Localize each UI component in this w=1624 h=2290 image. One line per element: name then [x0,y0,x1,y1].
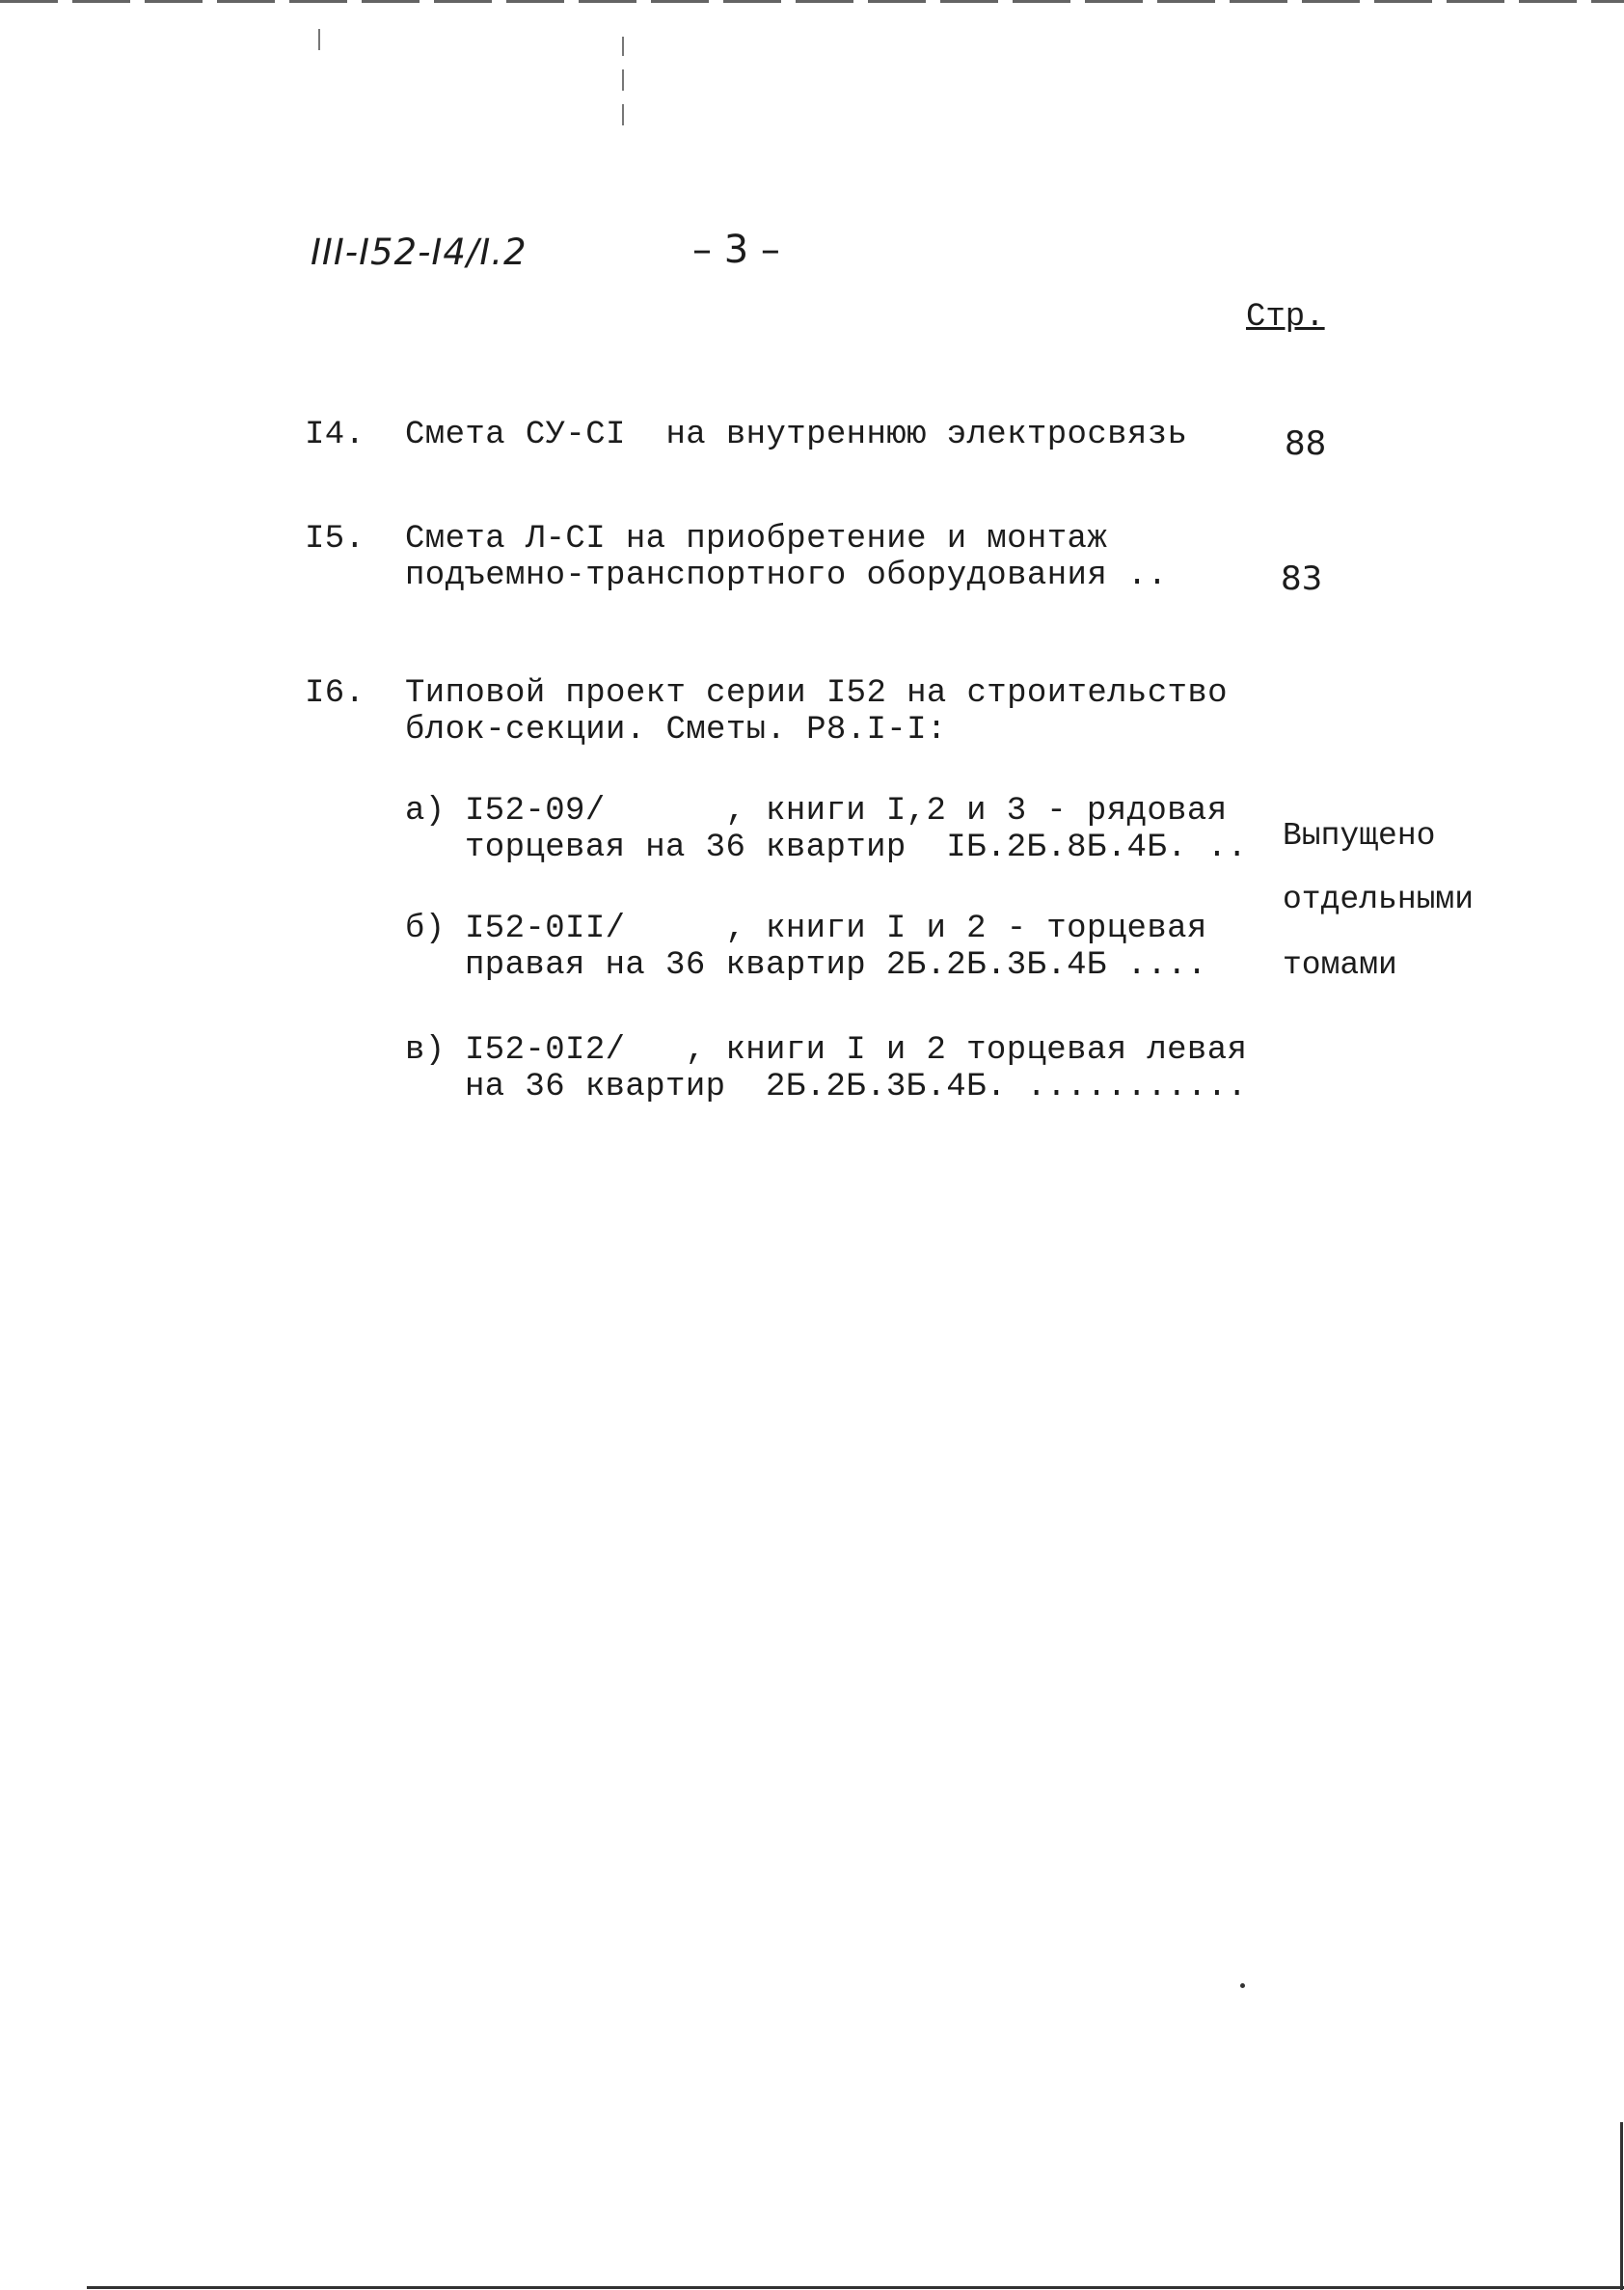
item-number: I4. [305,417,365,453]
subitem-text-line: I52-09/ , книги I,2 и 3 - рядовая [465,793,1228,830]
item-number: I6. [305,675,365,712]
item-number: I5. [305,521,365,558]
subitem-text-line: I52-0II/ , книги I и 2 - торцевая [465,911,1207,947]
item-text-line: Смета СУ-СI на внутреннюю электросвязь [405,417,1188,453]
scan-mark [318,29,320,50]
page-bottom-edge [87,2286,1624,2289]
item-page: 88 [1285,424,1327,463]
scan-mark [622,104,624,125]
subitem-letter: в) [405,1032,446,1069]
item-text-line: Типовой проект серии I52 на строительство [405,675,1228,712]
scan-mark [622,69,624,91]
page-number: – 3 – [692,228,780,272]
page-top-edge [0,0,1624,3]
scan-speck [1240,1983,1245,1988]
side-note-line: отдельными [1283,882,1475,917]
subitem-text-line: торцевая на 36 квартир IБ.2Б.8Б.4Б. .. [465,830,1248,866]
subitem-text-line: I52-0I2/ , книги I и 2 торцевая левая [465,1032,1248,1069]
subitem-text-line: правая на 36 квартир 2Б.2Б.3Б.4Б .... [465,947,1207,984]
side-note-line: Выпущено [1283,818,1436,854]
side-note-line: томами [1283,947,1397,983]
item-text-line: подъемно-транспортного оборудования .. [405,558,1168,594]
page-right-edge [1620,2122,1623,2290]
subitem-letter: а) [405,793,446,830]
item-page: 83 [1281,559,1323,598]
page-column-heading: Стр. [1246,299,1325,336]
scan-mark [622,37,624,56]
document-code: III-I52-I4/I.2 [311,232,528,273]
item-text-line: Смета Л-СI на приобретение и монтаж [405,521,1108,558]
item-text-line: блок-секции. Сметы. Р8.I-I: [405,712,947,749]
subitem-letter: б) [405,911,446,947]
subitem-text-line: на 36 квартир 2Б.2Б.3Б.4Б. ........... [465,1069,1248,1105]
